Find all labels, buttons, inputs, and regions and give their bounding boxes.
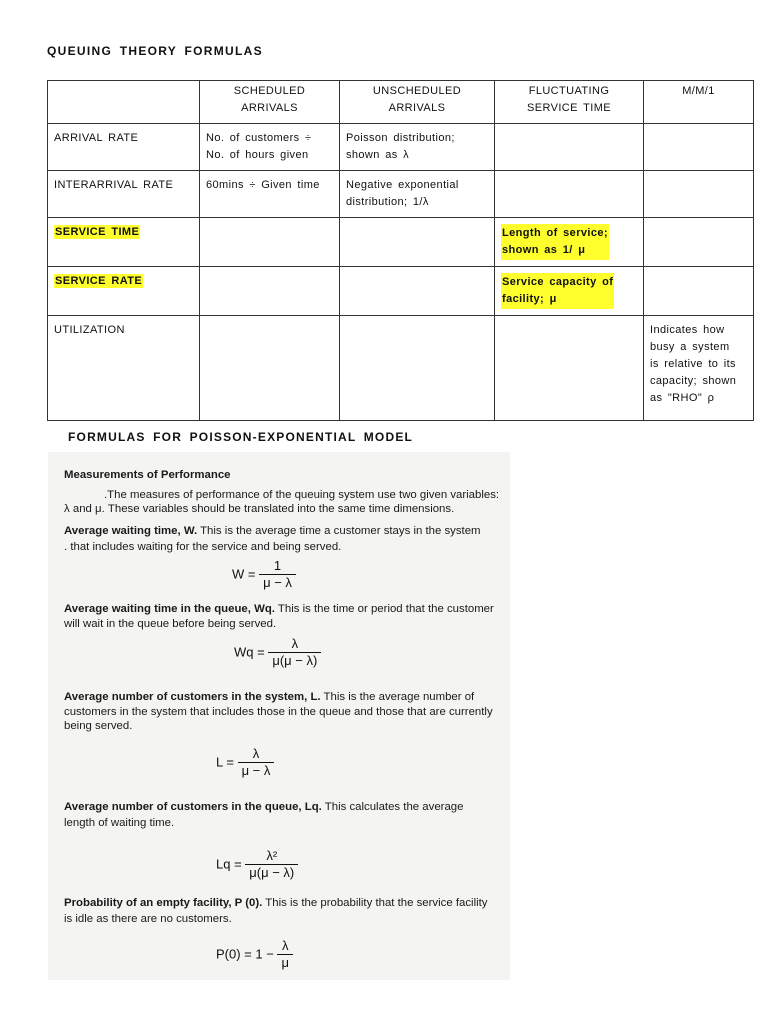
p0-fraction <box>277 938 293 971</box>
p0-lhs: P(0) = 1 − <box>216 946 274 962</box>
table-cell <box>200 316 340 421</box>
table-row <box>48 171 754 218</box>
scanned-formulas-image <box>48 452 510 980</box>
wq-formula <box>234 636 321 669</box>
table-cell <box>495 218 644 267</box>
wq-fraction <box>268 636 321 669</box>
table-cell: Poisson distribution; shown as λ <box>340 124 495 171</box>
row-label-service-rate <box>48 267 200 316</box>
wq-lhs: Wq = <box>234 644 265 660</box>
lq-denominator: μ(μ − λ) <box>249 865 295 880</box>
table-cell: 60mins ÷ Given time <box>200 171 340 218</box>
page-title: QUEUING THEORY FORMULAS <box>47 44 263 58</box>
table-cell <box>495 171 644 218</box>
table-cell <box>495 316 644 421</box>
l-formula <box>216 746 274 779</box>
highlighted-text: Service capacity of facility; μ <box>501 273 614 309</box>
row-label-arrival-rate: ARRIVAL RATE <box>48 124 200 171</box>
w-formula <box>232 558 296 591</box>
table-cell <box>340 316 495 421</box>
table-cell <box>644 171 754 218</box>
w-paragraph <box>64 524 504 538</box>
w-text-2: . that includes waiting for the service and being served. <box>64 541 342 553</box>
lq-text-2: length of waiting time. <box>64 817 175 829</box>
highlighted-label: SERVICE RATE <box>55 275 143 287</box>
scan-heading: Measurements of Performance <box>64 469 231 481</box>
highlighted-text: Length of service; shown as 1/ μ <box>501 224 609 260</box>
lq-text: This calculates the average <box>321 801 464 813</box>
l-text-3: being served. <box>64 720 133 732</box>
table-cell: Negative exponential distribution; 1/λ <box>340 171 495 218</box>
l-numerator: λ <box>238 746 275 763</box>
p0-text-2: is idle as there are no customers. <box>64 913 232 925</box>
queuing-formulas-table <box>47 80 754 421</box>
p0-title: Probability of an empty facility, P (0). <box>64 897 263 909</box>
table-cell <box>495 124 644 171</box>
table-cell <box>200 267 340 316</box>
w-denominator: μ − λ <box>263 575 292 590</box>
table-cell <box>644 124 754 171</box>
p0-text: This is the probability that the service facility <box>262 897 488 909</box>
header-cell-empty <box>48 81 200 124</box>
l-lhs: L = <box>216 754 234 770</box>
w-title: Average waiting time, W. <box>64 525 198 537</box>
lq-lhs: Lq = <box>216 856 242 872</box>
lq-fraction <box>245 848 298 881</box>
w-lhs: W = <box>232 566 256 582</box>
row-label-utilization: UTILIZATION <box>48 316 200 421</box>
wq-numerator: λ <box>268 636 321 653</box>
table-cell <box>340 218 495 267</box>
l-fraction <box>238 746 275 779</box>
row-label-interarrival-rate: INTERARRIVAL RATE <box>48 171 200 218</box>
intro-line-1: .The measures of performance of the queuing system use two given variables: <box>104 489 500 501</box>
table-cell <box>644 267 754 316</box>
header-scheduled-arrivals: SCHEDULED ARRIVALS <box>200 81 340 124</box>
wq-denominator: μ(μ − λ) <box>272 653 318 668</box>
l-paragraph <box>64 690 504 704</box>
header-fluctuating-service-time: FLUCTUATING SERVICE TIME <box>495 81 644 124</box>
table-cell: No. of customers ÷ No. of hours given <box>200 124 340 171</box>
w-fraction <box>259 558 296 591</box>
table-cell <box>644 218 754 267</box>
p0-denominator: μ <box>281 955 289 970</box>
header-mm1: M/M/1 <box>644 81 754 124</box>
l-text-2: customers in the system that includes those in the queue and those that are currently <box>64 706 493 718</box>
lq-formula <box>216 848 298 881</box>
table-cell: Indicates how busy a system is relative to its capacity; shown as "RHO" ρ <box>644 316 754 421</box>
p0-numerator: λ <box>277 938 293 955</box>
highlighted-label: SERVICE TIME <box>55 226 140 238</box>
table-cell <box>495 267 644 316</box>
p0-formula <box>216 938 293 971</box>
row-label-service-time <box>48 218 200 267</box>
table-row <box>48 267 754 316</box>
lq-numerator: λ² <box>245 848 298 865</box>
section-title: FORMULAS FOR POISSON-EXPONENTIAL MODEL <box>68 430 414 444</box>
wq-text: This is the time or period that the customer <box>274 603 494 615</box>
l-denominator: μ − λ <box>241 763 271 778</box>
l-title: Average number of customers in the system, L. <box>64 691 321 703</box>
lq-title: Average number of customers in the queue, Lq. <box>64 801 322 813</box>
l-text: This is the average number of <box>320 691 475 703</box>
lq-paragraph <box>64 800 504 814</box>
w-numerator: 1 <box>259 558 296 575</box>
wq-text-2: will wait in the queue before being served. <box>64 618 277 630</box>
header-unscheduled-arrivals: UNSCHEDULED ARRIVALS <box>340 81 495 124</box>
table-row <box>48 124 754 171</box>
table-cell <box>340 267 495 316</box>
table-header-row <box>48 81 754 124</box>
intro-line-2: λ and μ. These variables should be translated into the same time dimensions. <box>64 503 455 515</box>
wq-paragraph <box>64 602 504 616</box>
p0-paragraph <box>64 896 504 910</box>
table-row <box>48 316 754 421</box>
w-text: This is the average time a customer stays in the system <box>197 525 481 537</box>
table-row <box>48 218 754 267</box>
wq-title: Average waiting time in the queue, Wq. <box>64 603 275 615</box>
table-cell <box>200 218 340 267</box>
